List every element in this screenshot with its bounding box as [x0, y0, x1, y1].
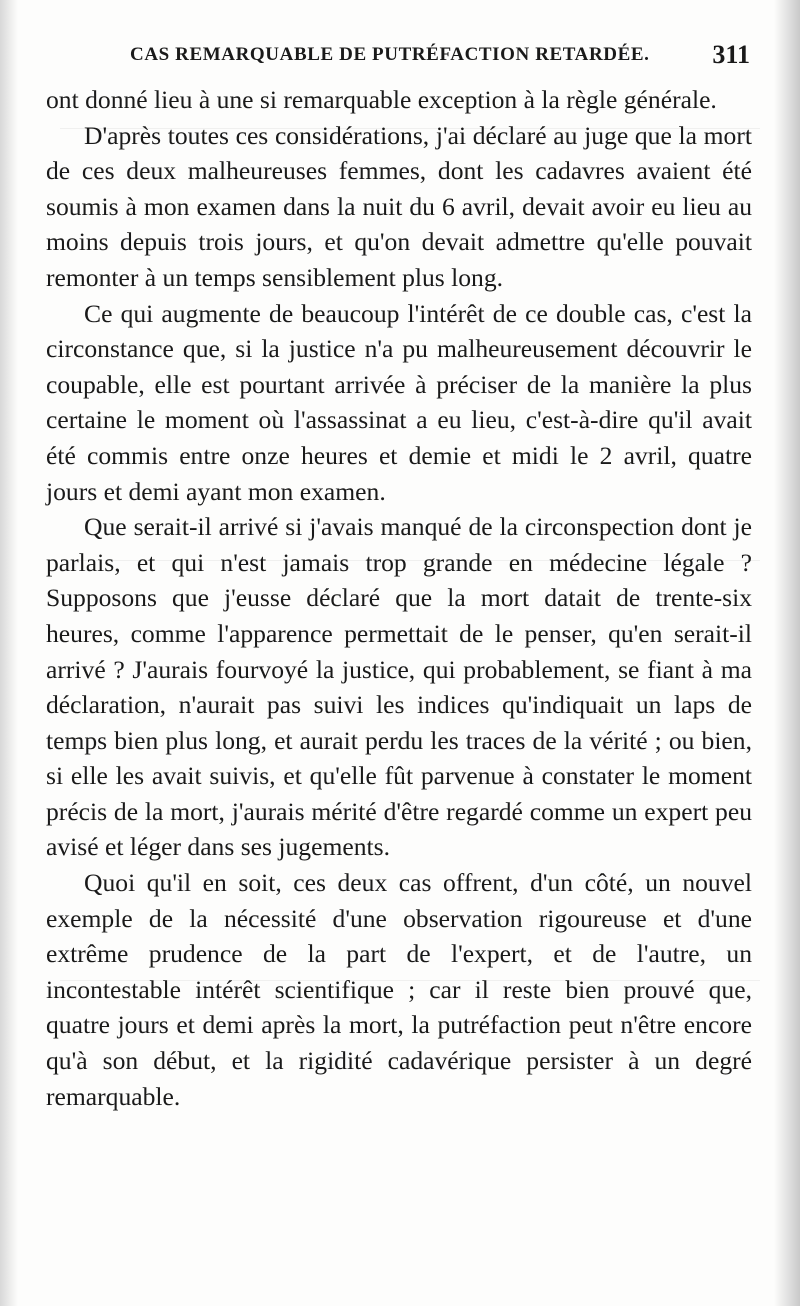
paragraph: Ce qui augmente de beaucoup l'intérêt de ce double cas, c'est la circonstance que, si la justice n'a pu malheureusement découvrir le coupable, elle est pourtant arrivée à préciser de la manière la plus certaine le moment où l'assassinat a eu lieu, c'est-à-dire qu'il avait été commis entre onze heures et demie et midi le 2 avril, quatre jours et demi ayant mon examen. [46, 298, 752, 506]
page-edge-shadow-right [774, 0, 800, 1306]
paragraph: D'après toutes ces considérations, j'ai déclaré au juge que la mort de ces deux malheureuses femmes, dont les cadavres avaient été soumis à mon examen dans la nuit du 6 avril, devait avoir eu lieu au moins depuis trois jours, et qu'on devait admettre qu'elle pouvait remonter à un temps sensiblement plus long. [46, 120, 752, 292]
page-header [130, 38, 750, 72]
page-number: 311 [712, 40, 750, 69]
paragraph: Que serait-il arrivé si j'avais manqué de la circonspection dont je parlais, et qui n'est jamais trop grande en médecine légale ? Supposons que j'eusse déclaré que la mort datait de trente-six heures, comme l'apparence permettait de le penser, qu'en serait-il arrivé ? J'aurais fourvoyé la justice, qui probablement, se fiant à ma déclaration, n'aurait pas suivi les indices qu'indiquait un laps de temps bien plus long, et aurait perdu les traces de la vérité ; ou bien, si elle les avait suivis, et qu'elle fût parvenue à constater le moment précis de la mort, j'aurais mérité d'être regardé comme un expert peu avisé et léger dans ses jugements. [46, 512, 752, 862]
paragraph: Quoi qu'il en soit, ces deux cas offrent, d'un côté, un nouvel exemple de la nécessité d'une observation rigoureuse et d'une extrême prudence de la part de l'expert, et de l'autre, un incontestable intérêt scientifique ; car il reste bien prouvé que, quatre jours et demi après la mort, la putréfaction peut n'être encore qu'à son début, et la rigidité cadavérique persister à un degré remarquable. [46, 868, 752, 1111]
paragraph-continuation: ont donné lieu à une si remarquable exception à la règle générale. [46, 85, 717, 114]
running-title: CAS REMARQUABLE DE PUTRÉFACTION RETARDÉE. [130, 44, 650, 65]
page-edge-shadow-left [0, 0, 18, 1306]
body-text [46, 82, 752, 1114]
